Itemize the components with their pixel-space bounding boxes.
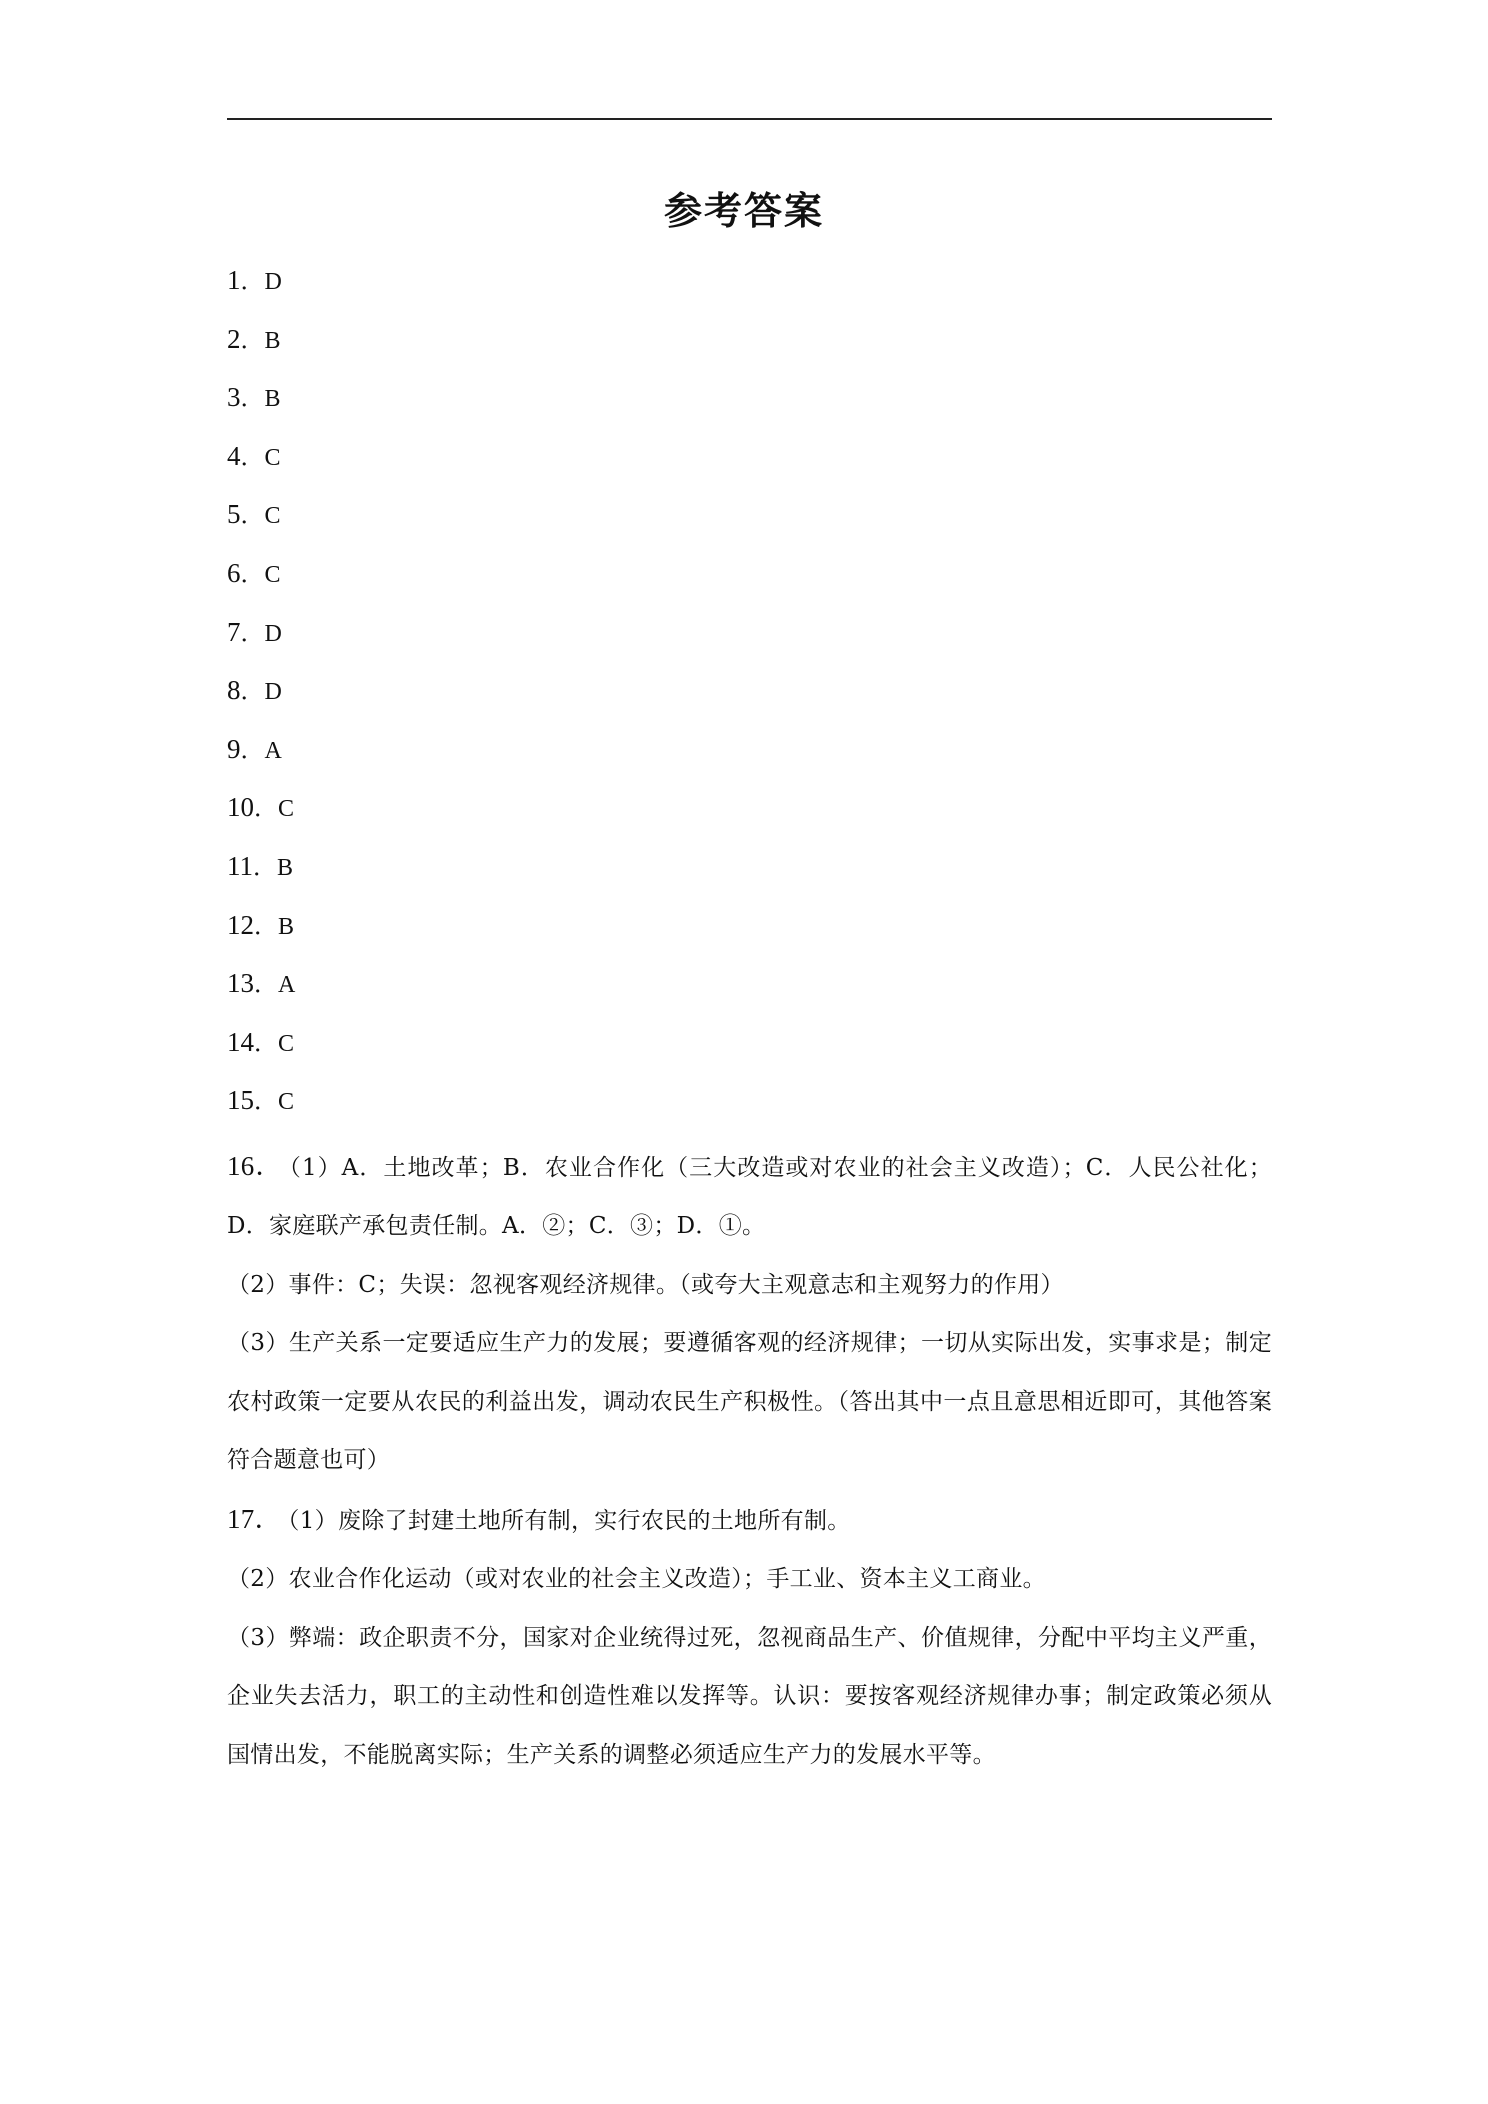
- answer-item: [227, 844, 1272, 903]
- answer-number: 12: [227, 909, 254, 940]
- answer-separator: ．: [254, 1028, 278, 1057]
- answer-item: [227, 961, 1272, 1020]
- answer-item: [227, 492, 1272, 551]
- answer-choice: D: [264, 679, 282, 706]
- answer-number: 3: [227, 382, 241, 413]
- answer-choice: B: [264, 327, 281, 354]
- answer-item: [227, 375, 1272, 434]
- answer-separator: ．: [254, 794, 278, 823]
- answer-choice: D: [264, 269, 282, 295]
- answer-separator: ．: [240, 677, 265, 706]
- question-17-answer: [227, 1490, 1272, 1785]
- answer-separator: ．: [240, 618, 265, 647]
- answer-separator: ．: [254, 970, 278, 999]
- answer-separator: ．: [240, 559, 265, 588]
- answer-choice: B: [264, 386, 281, 413]
- answer-item: [227, 434, 1272, 493]
- answer-separator: ．: [254, 911, 278, 940]
- answer-choice: C: [278, 1030, 295, 1057]
- answer-choice: C: [264, 444, 281, 471]
- answer-separator: ．: [240, 735, 265, 764]
- answer-number: 8: [227, 675, 241, 706]
- answer-number: 6: [227, 557, 241, 588]
- question-16-answer: [227, 1137, 1272, 1490]
- q17-part-3: （3）弊端：政企职责不分，国家对企业统得过死，忽视商品生产、价值规律，分配中平均主义严重，企业失去活力，职工的主动性和创造性难以发挥等。认识：要按客观经济规律办事；制定政策必须从国情出发，不能脱离实际；生产关系的调整必须适应生产力的发展水平等。: [227, 1624, 1272, 1768]
- q17-part-1: [227, 1490, 1272, 1551]
- answer-number: 10: [227, 792, 254, 823]
- answer-item: [227, 785, 1272, 844]
- answer-choice: C: [278, 1089, 295, 1116]
- q16-part-3: （3）生产关系一定要适应生产力的发展；要遵循客观的经济规律；一切从实际出发，实事求是；制定农村政策一定要从农民的利益出发，调动农民生产积极性。（答出其中一点且意思相近即可，其他答案符合题意也可）: [227, 1330, 1272, 1474]
- answer-choice: C: [264, 503, 281, 530]
- answer-separator: ．: [240, 442, 265, 471]
- q16-number: 16．: [227, 1150, 284, 1181]
- q16-part-2: （2）事件：C；失误：忽视客观经济规律。（或夸大主观意志和主观努力的作用）: [227, 1271, 1064, 1298]
- answer-choice: C: [278, 796, 295, 823]
- answer-item: [227, 727, 1272, 786]
- answer-number: 2: [227, 323, 241, 354]
- answer-number: 11: [227, 850, 253, 881]
- q16-part-1-text: （1）A．土地改革；B．农业合作化（三大改造或对农业的社会主义改造）；C．人民公社化；D．家庭联产承包责任制。A．②；C．③；D．①。: [227, 1154, 1272, 1240]
- answer-list: [227, 258, 1272, 1784]
- header-rule: [227, 118, 1272, 120]
- answer-number: 9: [227, 733, 241, 764]
- answer-choice: C: [264, 561, 281, 588]
- answer-separator: ．: [254, 1087, 278, 1116]
- answer-separator: ．: [240, 267, 265, 295]
- q17-number: 17．: [227, 1503, 282, 1534]
- answer-separator: ．: [240, 501, 265, 530]
- answer-number: 5: [227, 499, 241, 530]
- answer-separator: ．: [240, 325, 265, 354]
- answer-choice: B: [278, 913, 295, 940]
- page-title: 参考答案: [663, 189, 824, 233]
- q17-part-2: （2）农业合作化运动（或对农业的社会主义改造）；手工业、资本主义工商业。: [227, 1566, 1046, 1593]
- answer-separator: ．: [253, 852, 277, 881]
- answer-number: 1: [227, 265, 241, 295]
- answer-choice: B: [277, 854, 294, 881]
- answer-item: [227, 610, 1272, 669]
- answer-item: [227, 903, 1272, 962]
- answer-number: 4: [227, 440, 241, 471]
- answer-number: 7: [227, 616, 241, 647]
- answer-item: [227, 1078, 1272, 1137]
- answer-item: [227, 1020, 1272, 1079]
- answer-choice: A: [278, 972, 296, 999]
- answer-item: [227, 258, 1272, 317]
- answer-number: 13: [227, 968, 254, 999]
- answer-item: [227, 668, 1272, 727]
- answer-number: 14: [227, 1026, 254, 1057]
- q17-part-1-text: （1）废除了封建土地所有制，实行农民的土地所有制。: [287, 1507, 851, 1534]
- answer-number: 15: [227, 1085, 254, 1116]
- answer-item: [227, 551, 1272, 610]
- answer-choice: A: [264, 737, 282, 764]
- answer-choice: D: [264, 620, 282, 647]
- answer-item: [227, 317, 1272, 376]
- q16-part-1: [227, 1137, 1272, 1256]
- answer-separator: ．: [240, 384, 265, 413]
